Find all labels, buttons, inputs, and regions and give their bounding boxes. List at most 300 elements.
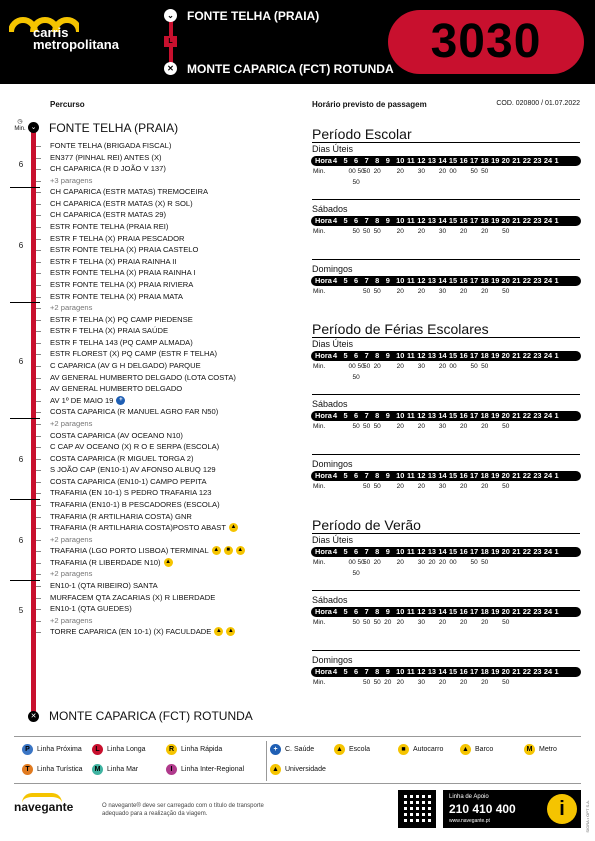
hour-cell: 20 — [501, 471, 510, 480]
stop-name — [50, 604, 132, 613]
stop-tick — [36, 262, 41, 263]
minute-cell: 20 — [417, 423, 425, 430]
stop-name — [50, 268, 195, 277]
min-label: Min. — [313, 679, 326, 686]
hour-cell: 7 — [364, 607, 369, 616]
close-icon: ✕ — [164, 62, 177, 75]
hour-cell: 16 — [459, 667, 468, 676]
stop-label: TRAFARIA (R LIBERDADE N10) — [50, 557, 161, 567]
hour-bar — [311, 216, 581, 226]
stop-label: COSTA CAPARICA (R MIGUEL TORGA 2) — [50, 453, 194, 463]
info-icon: i — [547, 794, 577, 824]
stop-label: TRAFARIA (EN 10-1) S PEDRO TRAFARIA 123 — [50, 488, 212, 498]
destination-name: MONTE CAPARICA (FCT) ROTUNDA — [187, 62, 394, 76]
minute-cell: 50 — [502, 228, 510, 235]
minute-cell: 20 — [417, 288, 425, 295]
hour-cell: 19 — [491, 156, 500, 165]
hour-cell: 18 — [480, 667, 489, 676]
stop-name — [50, 292, 183, 301]
hour-cell: 10 — [396, 547, 405, 556]
minute-cell: 50 — [481, 559, 489, 566]
origin-name: FONTE TELHA (PRAIA) — [187, 9, 320, 23]
stop-label: C CAPARICA (AV G H DELGADO) PARQUE — [50, 361, 201, 371]
stop-label: ESTR F TELHA (X) PRAIA SAÚDE — [50, 326, 169, 336]
legend-label: Metro — [539, 746, 557, 753]
hour-cell: 11 — [406, 667, 415, 676]
stop-name — [50, 384, 182, 393]
stop-tick — [36, 609, 41, 610]
minute-cell: 50 — [502, 423, 510, 430]
stop-tick — [36, 366, 41, 367]
hour-cell: 23 — [533, 276, 542, 285]
more-stops — [50, 303, 92, 312]
minute-cell: 20 — [481, 288, 489, 295]
minute-cell: 50 — [481, 363, 489, 370]
hour-cell: 12 — [417, 351, 426, 360]
hour-cell: 5 — [343, 351, 348, 360]
hour-cell: 1 — [554, 156, 559, 165]
line-number-badge: 3030 — [388, 10, 584, 74]
stop-label: AV 1º DE MAIO 19 — [50, 395, 114, 405]
hour-cell: 15 — [448, 411, 458, 420]
minute-cell: 20 — [396, 679, 404, 686]
support-label: Linha de Apoio — [449, 794, 489, 800]
more-stops — [50, 535, 92, 544]
hour-cell: 8 — [375, 156, 380, 165]
university-icon: ▲ — [270, 764, 281, 775]
hour-cell: 13 — [427, 667, 437, 676]
hour-cell: 23 — [533, 411, 542, 420]
stop-name — [50, 454, 193, 463]
minute-cell: 20 — [396, 363, 404, 370]
hour-cell: 5 — [343, 216, 348, 225]
hour-bar — [311, 276, 581, 286]
line-type-icon: I — [166, 764, 177, 775]
hour-cell: 17 — [470, 276, 479, 285]
hour-cell: 21 — [512, 411, 521, 420]
minute-cell: 00 — [348, 363, 356, 370]
min-label: Min. — [313, 363, 326, 370]
minute-cell: 20 — [481, 679, 489, 686]
stop-tick — [36, 412, 41, 413]
minute-cell: 20 — [396, 168, 404, 175]
stop-name — [50, 141, 171, 150]
stop-tick — [36, 308, 41, 309]
min-label: Min. — [313, 288, 326, 295]
min-label: Min. — [313, 559, 326, 566]
hour-cell: 8 — [375, 216, 380, 225]
hour-cell: 21 — [512, 276, 521, 285]
bus-icon: ■ — [224, 546, 233, 555]
qr-code-icon[interactable] — [398, 790, 436, 828]
hour-cell: 7 — [364, 276, 369, 285]
hour-cell: 1 — [554, 667, 559, 676]
hour-cell: 6 — [354, 156, 359, 165]
day-rule — [312, 590, 580, 591]
min-label: Min. — [313, 483, 326, 490]
stop-label: ESTR FONTE TELHA (X) PRAIA MATA — [50, 291, 183, 301]
minute-cell: 20 — [459, 423, 468, 430]
legend-facility — [334, 744, 370, 755]
minute-cell: 20 — [438, 559, 447, 566]
hour-cell: 13 — [427, 216, 437, 225]
minute-cell: 50 — [363, 423, 371, 430]
university-icon: ▲ — [227, 628, 234, 635]
route-end-icon: ✕ — [28, 711, 39, 722]
minute-cell: 20 — [459, 288, 468, 295]
hour-cell: 17 — [470, 216, 479, 225]
more-stops — [50, 569, 92, 578]
minute-cell: 30 — [438, 288, 447, 295]
minute-cell: 50 — [363, 228, 371, 235]
bus-icon: ■ — [398, 744, 409, 755]
period-title: Período de Férias Escolares — [312, 321, 489, 337]
stop-tick — [36, 528, 41, 529]
hour-cell: 11 — [406, 156, 415, 165]
stop-name — [50, 361, 201, 370]
stop-name — [50, 512, 192, 521]
legend — [14, 736, 581, 784]
hour-cell: 6 — [354, 276, 359, 285]
support-box — [443, 790, 581, 828]
line-type-marker: L — [164, 36, 177, 47]
stop-label: +2 paragens — [50, 418, 93, 428]
minute-cell: 20 — [459, 228, 468, 235]
stop-label: ESTR F TELHA 143 (PQ CAMP ALMADA) — [50, 337, 193, 347]
stop-name — [50, 558, 173, 567]
stop-name — [50, 431, 183, 440]
minute-cell: 20 — [373, 559, 381, 566]
minute-cell: 30 — [417, 559, 425, 566]
navegante-logo: navegante — [14, 800, 74, 814]
hour-cell: 6 — [354, 607, 359, 616]
line-type-icon: L — [92, 744, 103, 755]
stop-tick — [36, 250, 41, 251]
stop-label: S JOÃO CAP (EN10-1) AV AFONSO ALBUQ 129 — [50, 465, 216, 475]
hour-cell: 7 — [364, 351, 369, 360]
day-rule — [312, 454, 580, 455]
minute-cell: 20 — [459, 483, 468, 490]
minute-cell: 20 — [384, 679, 392, 686]
hour-cell: 1 — [554, 276, 559, 285]
day-type-label: Sábados — [312, 399, 348, 409]
hour-cell: 8 — [375, 547, 380, 556]
stop-label: CH CAPARICA (R D JOÃO V 137) — [50, 164, 166, 174]
hour-cell: 18 — [480, 547, 489, 556]
minute-cell: 00 — [449, 559, 457, 566]
hour-cell: 5 — [343, 276, 348, 285]
segment-minutes: 6 — [18, 536, 24, 546]
hour-cell: 13 — [427, 471, 437, 480]
legend-label: Autocarro — [413, 746, 444, 753]
hour-cell: 11 — [406, 216, 415, 225]
hour-cell: 7 — [364, 471, 369, 480]
support-phone[interactable]: 210 410 400 — [449, 802, 516, 816]
hour-cell: 24 — [543, 471, 553, 480]
hour-cell: 10 — [396, 471, 405, 480]
hour-label: Hora — [315, 547, 332, 556]
hour-cell: 15 — [448, 276, 458, 285]
hour-bar — [311, 607, 581, 617]
hour-label: Hora — [315, 156, 332, 165]
stop-name — [50, 407, 218, 416]
route-start-icon: ⌄ — [28, 122, 39, 133]
hour-cell: 19 — [491, 471, 500, 480]
segment-divider — [10, 418, 40, 419]
stop-name — [50, 546, 245, 555]
minute-cell: 30 — [417, 363, 425, 370]
stop-name — [50, 581, 158, 590]
hour-cell: 24 — [543, 607, 553, 616]
stop-tick — [36, 493, 41, 494]
stop-label: TRAFARIA (R ARTILHARIA COSTA) GNR — [50, 511, 192, 521]
hour-cell: 24 — [543, 156, 553, 165]
hour-cell: 15 — [448, 607, 458, 616]
stop-name — [50, 593, 215, 602]
hour-cell: 24 — [543, 667, 553, 676]
day-type-label: Dias Úteis — [312, 535, 354, 545]
minute-cell: 50 — [470, 168, 478, 175]
hour-bar — [311, 411, 581, 421]
minute-cell: 20 — [438, 363, 447, 370]
stop-tick — [36, 401, 41, 402]
support-site[interactable]: www.navegante.pt — [449, 818, 490, 824]
schedule-heading: Horário previsto de passagem — [312, 100, 427, 109]
hour-cell: 24 — [543, 411, 553, 420]
segment-minutes: 5 — [18, 605, 24, 615]
hour-cell: 1 — [554, 411, 559, 420]
line-type-icon: P — [22, 744, 33, 755]
hour-cell: 23 — [533, 607, 542, 616]
legend-facility — [460, 744, 493, 755]
period-title: Período Escolar — [312, 126, 412, 142]
school-icon: ▲ — [213, 547, 220, 554]
day-rule — [312, 394, 580, 395]
hour-cell: 13 — [427, 276, 437, 285]
school-icon: ▲ — [165, 558, 172, 565]
hour-cell: 15 — [448, 156, 458, 165]
stop-tick — [36, 389, 41, 390]
hour-cell: 4 — [332, 471, 338, 480]
minute-cell: 50 — [363, 288, 371, 295]
stop-tick — [36, 378, 41, 379]
hour-cell: 19 — [491, 607, 500, 616]
metro-icon: M — [524, 744, 535, 755]
hour-cell: 1 — [554, 471, 559, 480]
stop-name — [50, 488, 212, 497]
hour-cell: 19 — [491, 216, 500, 225]
stop-name — [50, 627, 235, 636]
hour-cell: 20 — [501, 216, 510, 225]
hour-cell: 12 — [417, 216, 426, 225]
day-type-label: Dias Úteis — [312, 144, 354, 154]
hour-cell: 9 — [385, 547, 390, 556]
hour-cell: 17 — [470, 667, 479, 676]
stop-tick — [36, 354, 41, 355]
stop-name — [50, 280, 193, 289]
segment-minutes: 6 — [18, 240, 24, 250]
hour-cell: 14 — [438, 547, 447, 556]
hour-cell: 7 — [364, 216, 369, 225]
stop-tick — [36, 204, 41, 205]
hour-cell: 19 — [491, 547, 500, 556]
more-stops — [50, 616, 92, 625]
stop-tick — [36, 574, 41, 575]
stop-name — [50, 442, 219, 451]
minute-cell: 20 — [481, 228, 489, 235]
minute-cell: 50 — [502, 288, 510, 295]
navegante-note: O navegante® deve ser carregado com o título de transporte adequado para a realização da viagem. — [102, 803, 264, 817]
stop-name — [50, 315, 193, 324]
hour-cell: 4 — [332, 411, 338, 420]
hour-cell: 14 — [438, 607, 447, 616]
stop-name — [50, 465, 216, 474]
minutes-row — [311, 483, 581, 507]
stop-tick — [36, 505, 41, 506]
stop-tick — [36, 563, 41, 564]
minute-cell: 50 — [470, 559, 478, 566]
legend-label: Linha Inter-Regional — [181, 766, 245, 773]
hour-cell: 17 — [470, 471, 479, 480]
stop-tick — [36, 621, 41, 622]
route-start-name: FONTE TELHA (PRAIA) — [49, 121, 179, 135]
hour-cell: 8 — [375, 276, 380, 285]
stop-label: C CAP AV OCEANO (X) R O E SERPA (ESCOLA) — [50, 442, 220, 452]
hour-cell: 6 — [354, 216, 359, 225]
hour-cell: 5 — [343, 607, 348, 616]
hour-cell: 24 — [543, 216, 553, 225]
stop-name — [50, 222, 168, 231]
hour-cell: 12 — [417, 547, 426, 556]
hour-cell: 13 — [427, 607, 437, 616]
stop-label: CH CAPARICA (ESTR MATAS (X) R SOL) — [50, 198, 193, 208]
legend-label: Barco — [475, 746, 494, 753]
hour-cell: 4 — [332, 276, 338, 285]
minute-cell: 50 — [357, 363, 365, 370]
minute-cell: 30 — [417, 619, 425, 626]
more-stops — [50, 419, 92, 428]
period-title: Período de Verão — [312, 517, 421, 533]
boat-icon: ▲ — [237, 547, 244, 554]
hour-cell: 21 — [512, 607, 521, 616]
hour-cell: 14 — [438, 411, 447, 420]
stop-label: TRAFARIA (EN10-1) B PESCADORES (ESCOLA) — [50, 499, 220, 509]
clock-icon: ◷ Min. — [14, 119, 26, 132]
stop-tick — [36, 297, 41, 298]
line-type-icon: R — [166, 744, 177, 755]
hour-cell: 8 — [375, 471, 380, 480]
minute-cell: 20 — [481, 483, 489, 490]
hour-label: Hora — [315, 471, 332, 480]
minutes-row — [311, 619, 581, 643]
stop-tick — [36, 598, 41, 599]
hour-cell: 11 — [406, 411, 415, 420]
minute-cell: 50 — [470, 363, 478, 370]
minute-cell: 50 — [373, 679, 381, 686]
hour-cell: 4 — [332, 547, 338, 556]
stop-label: ESTR F TELHA (X) PRAIA PESCADOR — [50, 233, 185, 243]
hour-cell: 22 — [522, 216, 531, 225]
hour-cell: 10 — [396, 216, 405, 225]
minutes-row — [311, 168, 581, 192]
hour-cell: 20 — [501, 667, 510, 676]
stop-tick — [36, 343, 41, 344]
minute-cell: 20 — [396, 288, 404, 295]
minute-cell: 50 — [373, 619, 381, 626]
hour-cell: 23 — [533, 471, 542, 480]
hour-cell: 9 — [385, 471, 390, 480]
minute-cell: 20 — [396, 619, 404, 626]
hour-cell: 12 — [417, 607, 426, 616]
day-rule — [312, 337, 580, 338]
stop-label: +3 paragens — [50, 175, 93, 185]
minute-cell: 30 — [417, 168, 425, 175]
day-rule — [312, 142, 580, 143]
hour-cell: 17 — [470, 411, 479, 420]
hour-cell: 17 — [470, 607, 479, 616]
stop-tick — [36, 517, 41, 518]
legend-line-type — [92, 764, 138, 775]
minute-cell: 50 — [352, 374, 360, 381]
school-icon: ▲ — [334, 744, 345, 755]
hour-cell: 6 — [354, 667, 359, 676]
legend-line-type — [166, 764, 244, 775]
hour-cell: 24 — [543, 276, 553, 285]
hour-cell: 4 — [332, 607, 338, 616]
minute-cell: 30 — [438, 423, 447, 430]
hour-cell: 20 — [501, 607, 510, 616]
stop-label: TRAFARIA (LGO PORTO LISBOA) TERMINAL — [50, 546, 209, 556]
stop-label: EN10-1 (QTA RIBEIRO) SANTA — [50, 581, 158, 591]
minute-cell: 50 — [352, 619, 360, 626]
min-label: Min. — [313, 423, 326, 430]
stop-label: CH CAPARICA (ESTR MATAS) TREMOCEIRA — [50, 187, 209, 197]
hour-cell: 20 — [501, 276, 510, 285]
hour-cell: 22 — [522, 276, 531, 285]
minute-cell: 50 — [352, 228, 360, 235]
stop-label: COSTA CAPARICA (EN10-1) CAMPO PEPITA — [50, 476, 207, 486]
hour-cell: 20 — [501, 411, 510, 420]
minute-cell: 20 — [438, 619, 447, 626]
minute-cell: 30 — [417, 679, 425, 686]
segment-divider — [10, 187, 40, 188]
stop-label: ESTR FONTE TELHA (X) PRAIA CASTELO — [50, 245, 199, 255]
minute-cell: 00 — [449, 363, 457, 370]
hour-cell: 4 — [332, 667, 338, 676]
hour-cell: 12 — [417, 156, 426, 165]
stop-label: ESTR FONTE TELHA (X) PRAIA RIVIERA — [50, 279, 194, 289]
hour-cell: 8 — [375, 411, 380, 420]
hour-cell: 17 — [470, 547, 479, 556]
route-code: COD. 020800 / 01.07.2022 — [496, 100, 580, 107]
stop-tick — [36, 227, 41, 228]
segment-divider — [10, 580, 40, 581]
hour-cell: 11 — [406, 276, 415, 285]
stop-name — [50, 234, 184, 243]
minute-cell: 50 — [481, 168, 489, 175]
legend-line-type — [166, 744, 222, 755]
hour-cell: 6 — [354, 411, 359, 420]
minutes-row — [311, 679, 581, 703]
minute-cell: 50 — [363, 559, 371, 566]
day-type-label: Domingos — [312, 459, 353, 469]
minute-cell: 20 — [417, 483, 425, 490]
hour-cell: 9 — [385, 156, 390, 165]
hour-cell: 20 — [501, 547, 510, 556]
minute-cell: 50 — [502, 483, 510, 490]
hour-cell: 11 — [406, 607, 415, 616]
hour-cell: 8 — [375, 607, 380, 616]
